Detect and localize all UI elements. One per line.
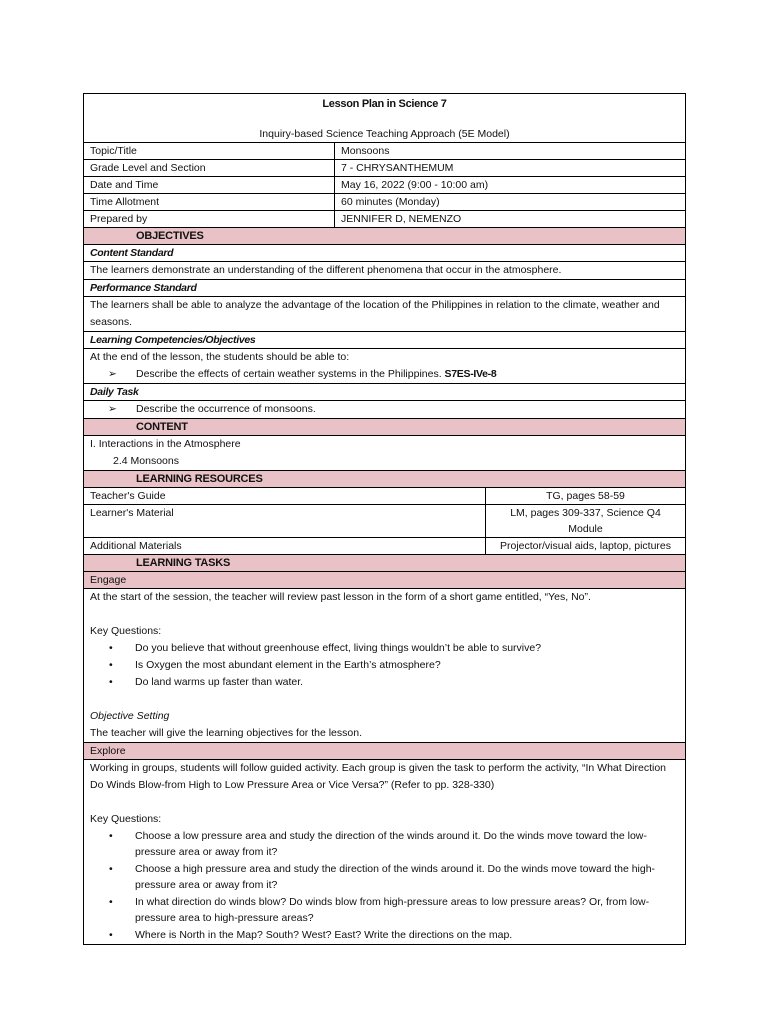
- section-heading: CONTENT: [136, 421, 188, 433]
- engage-intro: At the start of the session, the teacher will review past lesson in the form of a short game entitled, “Yes, No”.: [90, 591, 591, 603]
- resources-heading-row: [84, 470, 685, 487]
- info-label: Grade Level and Section: [84, 160, 335, 176]
- performance-standard-text: The learners shall be able to analyze the advantage of the location of the Philippines in relation to the climate, weather and seasons.: [90, 299, 660, 328]
- engage-question-list: [84, 640, 685, 691]
- daily-task-text: Describe the occurrence of monsoons.: [136, 403, 316, 415]
- competencies-label-row: [84, 331, 685, 348]
- subheading: Performance Standard: [90, 282, 197, 294]
- list-item: • Where is North in the Map? South? West? East? Write the directions on the map.: [135, 927, 685, 944]
- info-value: 60 minutes (Monday): [341, 196, 440, 208]
- resource-value: LM, pages 309-337, Science Q4 Module: [510, 507, 661, 535]
- list-item: • Is Oxygen the most abundant element in the Earth’s atmosphere?: [135, 657, 685, 674]
- section-heading: LEARNING TASKS: [136, 557, 231, 569]
- performance-standard-row: [84, 296, 685, 331]
- info-row-grade: [84, 159, 685, 176]
- resource-label: Learner's Material: [84, 505, 486, 537]
- info-label: Topic/Title: [84, 143, 335, 159]
- objective-setting-text: The teacher will give the learning objectives for the lesson.: [90, 727, 362, 739]
- subheading: Content Standard: [90, 247, 174, 259]
- info-value: JENNIFER D, NEMENZO: [341, 213, 462, 225]
- lesson-plan-table: [83, 93, 686, 945]
- performance-standard-label-row: [84, 279, 685, 296]
- key-questions-label: Key Questions:: [90, 625, 162, 637]
- resource-label: Teacher's Guide: [84, 488, 486, 504]
- resource-value: Projector/visual aids, laptop, pictures: [500, 540, 671, 552]
- resource-label: Additional Materials: [84, 538, 486, 554]
- list-item: • Choose a low pressure area and study the direction of the winds around it. Do the winds move toward the low-pressure area or away from it?: [135, 828, 685, 861]
- info-label: Time Allotment: [84, 194, 335, 210]
- resource-row: [84, 504, 685, 537]
- daily-task-list: [84, 401, 685, 418]
- resource-row: [84, 537, 685, 554]
- competency-code: S7ES-IVe-8: [444, 368, 497, 380]
- content-heading-row: [84, 418, 685, 435]
- list-item: • Do you believe that without greenhouse effect, living things wouldn’t be able to survive?: [135, 640, 685, 657]
- info-value: May 16, 2022 (9:00 - 10:00 am): [341, 179, 489, 191]
- resource-row: [84, 487, 685, 504]
- arrow-bullet-icon: ➢: [108, 403, 117, 415]
- resource-value: TG, pages 58-59: [546, 490, 625, 502]
- competencies-intro: At the end of the lesson, the students should be able to:: [90, 351, 350, 363]
- list-item: • Choose a high pressure area and study the direction of the winds around it. Do the winds move toward the high-pressure area or away from it?: [135, 861, 685, 894]
- content-row: [84, 435, 685, 470]
- info-label: Date and Time: [84, 177, 335, 193]
- list-item: • Do land warms up faster than water.: [135, 674, 685, 691]
- info-value: 7 - CHRYSANTHEMUM: [341, 162, 454, 174]
- objective-setting-label: Objective Setting: [90, 710, 170, 722]
- competencies-row: [84, 348, 685, 383]
- daily-task-label-row: [84, 383, 685, 400]
- subheading: Daily Task: [90, 386, 139, 398]
- title-block: [84, 94, 685, 142]
- content-line: I. Interactions in the Atmosphere: [90, 438, 241, 450]
- content-standard-row: [84, 261, 685, 279]
- engage-row: [84, 588, 685, 742]
- list-item: [108, 401, 685, 418]
- info-value: Monsoons: [341, 145, 390, 157]
- competency-list: [84, 366, 685, 383]
- document-title: Lesson Plan in Science 7: [322, 98, 447, 110]
- daily-task-row: [84, 400, 685, 418]
- engage-label-row: [84, 571, 685, 588]
- content-standard-text: The learners demonstrate an understanding of the different phenomena that occur in the atmosphere.: [90, 264, 562, 276]
- explore-label-row: [84, 742, 685, 759]
- content-standard-label-row: [84, 244, 685, 261]
- arrow-bullet-icon: ➢: [108, 368, 117, 380]
- explore-label: Explore: [90, 745, 126, 757]
- document-subtitle: Inquiry-based Science Teaching Approach (5E Model): [259, 128, 510, 140]
- objectives-heading-row: [84, 227, 685, 244]
- section-heading: OBJECTIVES: [136, 230, 204, 242]
- content-line: 2.4 Monsoons: [113, 455, 179, 467]
- subheading: Learning Competencies/Objectives: [90, 334, 256, 346]
- tasks-heading-row: [84, 554, 685, 571]
- key-questions-label: Key Questions:: [90, 813, 162, 825]
- explore-row: [84, 759, 685, 944]
- list-item: • In what direction do winds blow? Do winds blow from high-pressure areas to low pressure areas? Or, from low-pressure area to high-pressure areas?: [135, 894, 685, 927]
- info-row-prepared: [84, 210, 685, 227]
- info-row-time: [84, 193, 685, 210]
- info-row-date: [84, 176, 685, 193]
- explore-intro: Working in groups, students will follow guided activity. Each group is given the task to perform the activity, “In What Direction Do Winds Blow-from High to Low Pressure Area or Vice Versa?” (Refer to pp. 328-330): [90, 762, 667, 791]
- info-row-topic: [84, 142, 685, 159]
- explore-question-list: [84, 828, 685, 944]
- info-label: Prepared by: [84, 211, 335, 227]
- engage-label: Engage: [90, 574, 127, 586]
- list-item: [108, 366, 685, 383]
- competency-text: Describe the effects of certain weather systems in the Philippines.: [136, 368, 442, 380]
- section-heading: LEARNING RESOURCES: [136, 473, 263, 485]
